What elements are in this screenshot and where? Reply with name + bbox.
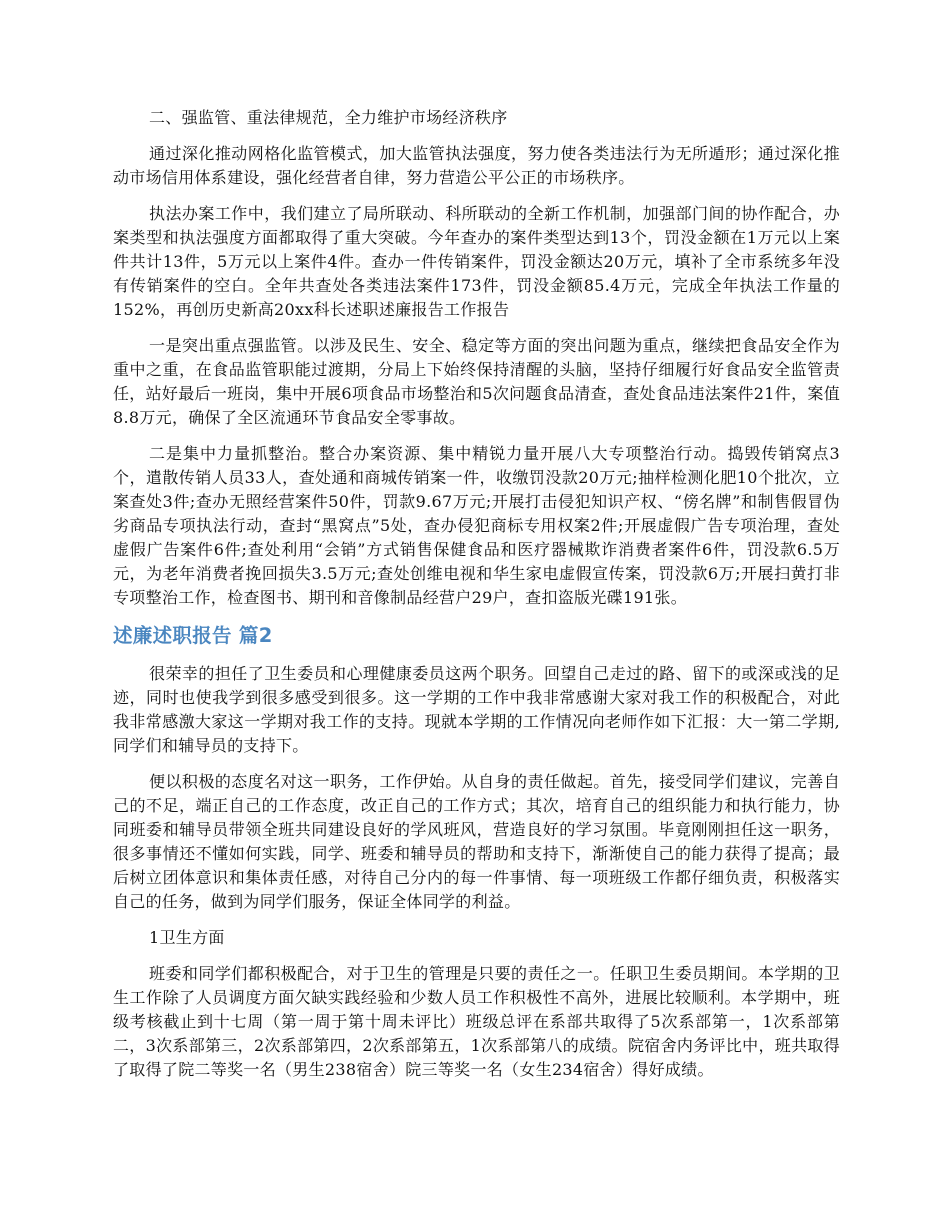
section-title: 二、强监管、重法律规范，全力维护市场经济秩序 (149, 108, 508, 127)
document-page (113, 106, 840, 1094)
paragraph: 很荣幸的担任了卫生委员和心理健康委员这两个职务。回望自己走过的路、留下的或深或浅的足迹，同时也使我学到很多感受到很多。这一学期的工作中我非常感谢大家对我工作的积极配合，对此我非常感激大家这一学期对我工作的支持。现就本学期的工作情况向老师作如下汇报：大一第二学期,同学们和辅导员的支持下。 (113, 664, 840, 755)
paragraph: 通过深化推动网格化监管模式，加大监管执法强度，努力使各类违法行为无所遁形；通过深化推动市场信用体系建设，强化经营者自律，努力营造公平公正的市场秩序。 (113, 144, 840, 187)
paragraph: 执法办案工作中，我们建立了局所联动、科所联动的全新工作机制，加强部门间的协作配合，办案类型和执法强度方面都取得了重大突破。今年查办的案件类型达到13个，罚没金额在1万元以上案件共计13件，5万元以上案件4件。查办一件传销案件，罚没金额达20万元，填补了全市系统多年没有传销案件的空白。全年共查处各类违法案件173件，罚没金额85.4万元，完成全年执法工作量的152%，再创历史新高20xx科长述职述廉报告工作报告 (113, 204, 840, 319)
subsection-title: 1卫生方面 (149, 928, 225, 947)
paragraph: 便以积极的态度名对这一职务，工作伊始。从自身的责任做起。首先，接受同学们建议，完善自己的不足，端正自己的工作态度，改正自己的工作方式；其次，培育自己的组织能力和执行能力，协同班委和辅导员带领全班共同建设良好的学风班风，营造良好的学习氛围。毕竟刚刚担任这一职务，很多事情还不懂如何实践，同学、班委和辅导员的帮助和支持下，渐渐使自己的能力获得了提高；最后树立团体意识和集体责任感，对待自己分内的每一件事情、每一项班级工作都仔细负责，积极落实自己的任务，做到为同学们服务，保证全体同学的利益。 (113, 772, 840, 911)
paragraph: 一是突出重点强监管。以涉及民生、安全、稳定等方面的突出问题为重点，继续把食品安全作为重中之重，在食品监管职能过渡期，分局上下始终保持清醒的头脑，坚持仔细履行好食品安全监管责任，站好最后一班岗，集中开展6项食品市场整治和5次问题食品清查，查处食品违法案件21件，案值8.8万元，确保了全区流通环节食品安全零事故。 (113, 336, 840, 427)
paragraph: 二是集中力量抓整治。整合办案资源、集中精锐力量开展八大专项整治行动。捣毁传销窝点3个，遣散传销人员33人，查处通和商城传销案一件，收缴罚没款20万元;抽样检测化肥10个批次，立案查处3件;查办无照经营案件50件，罚款9.67万元;开展打击侵犯知识产权、“傍名牌”和制售假冒伪劣商品专项执法行动，查封“黑窝点”5处，查办侵犯商标专用权案2件;开展虚假广告专项治理，查处虚假广告案件6件;查处利用“会销”方式销售保健食品和医疗器械欺诈消费者案件6件，罚没款6.5万元，为老年消费者挽回损失3.5万元;查处创维电视和华生家电虚假宣传案，罚没款6万;开展扫黄打非专项整治工作，检查图书、期刊和音像制品经营户29户，查扣盗版光碟191张。 (113, 444, 840, 607)
section-heading: 述廉述职报告 篇2 (113, 624, 273, 647)
paragraph: 班委和同学们都积极配合，对于卫生的管理是只要的责任之一。任职卫生委员期间。本学期的卫生工作除了人员调度方面欠缺实践经验和少数人员工作积极性不高外，进展比较顺利。本学期中，班级考核截止到十七周（第一周于第十周未评比）班级总评在系部共取得了5次系部第一，1次系部第二，3次系部第三，2次系部第四，2次系部第五，1次系部第八的成绩。院宿舍内务评比中，班共取得了取得了院二等奖一名（男生238宿舍）院三等奖一名（女生234宿舍）得好成绩。 (113, 964, 840, 1079)
